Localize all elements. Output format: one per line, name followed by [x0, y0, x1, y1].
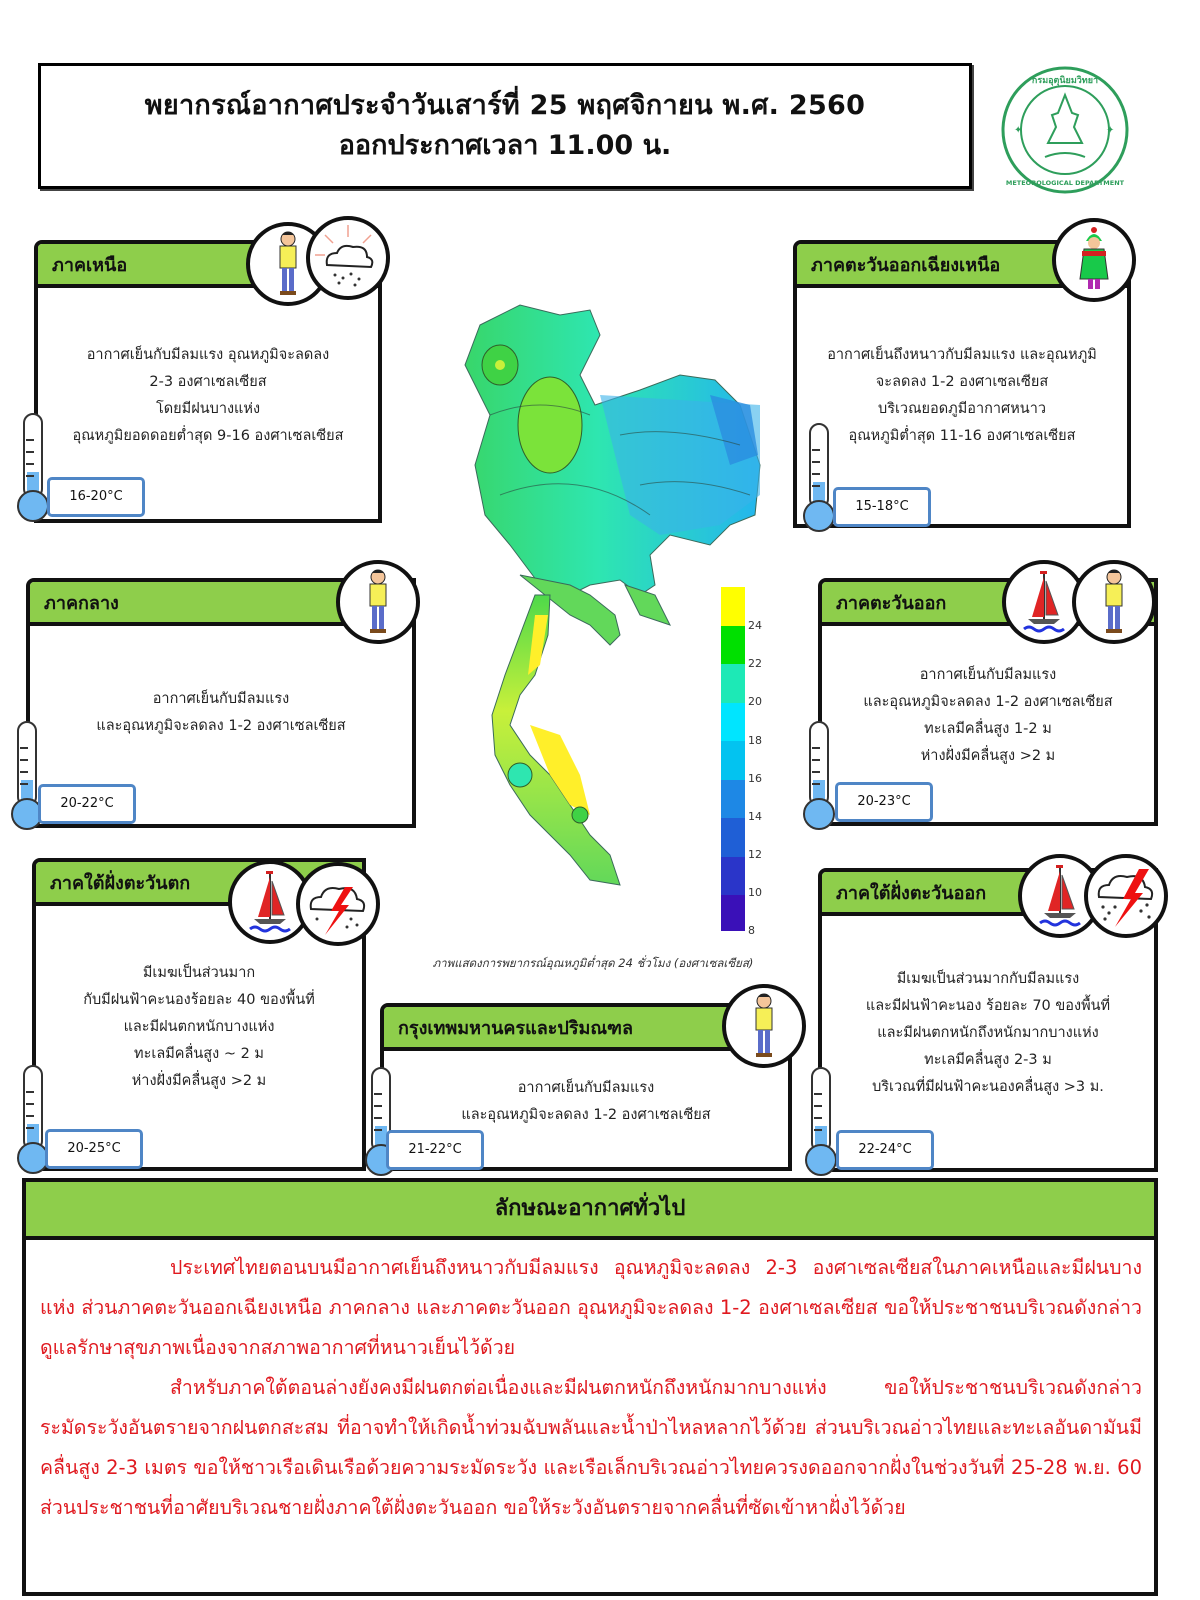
legend-swatch [721, 741, 745, 780]
general-weather-body [26, 1240, 1154, 1528]
legend-swatch [721, 626, 745, 665]
forecast-line: บริเวณยอดภูมีอากาศหนาว [877, 401, 1046, 417]
forecast-line: บริเวณที่มีฝนฟ้าคะนองคลื่นสูง >3 ม. [872, 1079, 1104, 1095]
region-east-title: ภาคตะวันออก [822, 582, 1154, 626]
svg-text:กรมอุตุนิยมวิทยา: กรมอุตุนิยมวิทยา [1031, 76, 1099, 86]
sun-cloud-rain-icon [306, 216, 390, 300]
issue-time: ออกประกาศเวลา 11.00 น. [338, 130, 672, 161]
forecast-line: อากาศเย็นกับมีลมแรง [152, 691, 290, 707]
forecast-line: และมีฝนฟ้าคะนอง ร้อยละ 70 ของพื้นที่ [865, 998, 1111, 1014]
region-central-forecast [30, 686, 412, 740]
region-south-west-temp: 20-25°C [45, 1129, 143, 1169]
forecast-line: ห่างฝั่งมีคลื่นสูง >2 ม [920, 748, 1056, 764]
cold-person-icon [722, 984, 806, 1068]
region-south-east-temp: 22-24°C [836, 1130, 934, 1170]
legend-swatch [721, 664, 745, 703]
forecast-line: กับมีฝนฟ้าคะนองร้อยละ 40 ของพื้นที่ [83, 992, 315, 1008]
region-bangkok-temp: 21-22°C [386, 1130, 484, 1170]
forecast-line: อากาศเย็นกับมีลมแรง [517, 1080, 655, 1096]
forecast-line: 2-3 องศาเซลเซียส [149, 374, 267, 390]
legend-label: 14 [748, 810, 762, 823]
legend-label: 18 [748, 734, 762, 747]
map-caption: ภาพแสดงการพยากรณ์อุณหภูมิต่ำสุด 24 ชั่วโมง (องศาเซลเซียส) [432, 956, 754, 970]
region-north-temp: 16-20°C [47, 477, 145, 517]
region-bangkok-forecast [384, 1075, 788, 1129]
forecast-line: และมีฝนตกหนักถึงหนักมากบางแห่ง [877, 1025, 1099, 1041]
legend-swatch [721, 857, 745, 896]
legend-swatch [721, 703, 745, 742]
forecast-line: ทะเลมีคลื่นสูง 1-2 ม [924, 721, 1052, 737]
general-weather-title: ลักษณะอากาศทั่วไป [26, 1182, 1154, 1240]
legend-label: 20 [748, 695, 762, 708]
cold-person-icon [1072, 560, 1156, 644]
cold-person-icon [336, 560, 420, 644]
general-paragraph: ประเทศไทยตอนบนมีอากาศเย็นถึงหนาวกับมีลมแรง อุณหภูมิจะลดลง 2-3 องศาเซลเซียสในภาคเหนือและมีฝนบางแห่ง ส่วนภาคตะวันออกเฉียงเหนือ ภาคกลาง และภาคตะวันออก อุณหภูมิจะลดลง 1-2 องศาเซลเซียส ขอให้ประชาชนบริเวณดังกล่าวดูแลรักษาสุขภาพเนื่องจากสภาพอากาศที่หนาวเย็นไว้ด้วย [40, 1256, 1142, 1359]
region-south-east-title: ภาคใต้ฝั่งตะวันออก [822, 872, 1154, 916]
legend-label: 8 [748, 924, 755, 937]
region-bangkok-title: กรุงเทพมหานครและปริมณฑล [384, 1007, 788, 1051]
region-northeast-temp: 15-18°C [833, 487, 931, 527]
forecast-title: พยากรณ์อากาศประจำวันเสาร์ที่ 25 พฤศจิกายน พ.ศ. 2560 [144, 90, 866, 121]
legend-swatch [721, 587, 745, 626]
region-south-west-title: ภาคใต้ฝั่งตะวันตก [36, 862, 362, 906]
region-northeast-forecast [797, 342, 1127, 450]
forecast-line: อุณหภูมิยอดดอยต่ำสุด 9-16 องศาเซลเซียส [72, 428, 344, 444]
legend-swatch [721, 818, 745, 857]
thermometer-icon [802, 1066, 840, 1178]
legend-swatch [721, 780, 745, 819]
svg-text:METEOROLOGICAL DEPARTMENT: METEOROLOGICAL DEPARTMENT [1005, 179, 1125, 187]
region-east-forecast [822, 662, 1154, 770]
thunderstorm-icon [296, 862, 380, 946]
forecast-line: อากาศเย็นถึงหนาวกับมีลมแรง และอุณหภูมิ [827, 347, 1097, 363]
forecast-line: และอุณหภูมิจะลดลง 1-2 องศาเซลเซียส [96, 718, 346, 734]
region-northeast-title: ภาคตะวันออกเฉียงเหนือ [797, 244, 1127, 288]
legend-swatch [721, 895, 745, 931]
temperature-legend [721, 587, 745, 931]
forecast-line: มีเมฆเป็นส่วนมาก [142, 965, 256, 981]
forecast-line: ทะเลมีคลื่นสูง 2-3 ม [924, 1052, 1052, 1068]
legend-label: 16 [748, 772, 762, 785]
legend-label: 22 [748, 657, 762, 670]
thermometer-icon [800, 720, 838, 832]
legend-label: 10 [748, 886, 762, 899]
forecast-line: และมีฝนตกหนักบางแห่ง [123, 1019, 275, 1035]
forecast-line: ห่างฝั่งมีคลื่นสูง >2 ม [131, 1073, 267, 1089]
legend-label: 12 [748, 848, 762, 861]
general-weather-section [22, 1178, 1158, 1596]
meteorological-department-logo-icon [1000, 65, 1130, 195]
region-east-temp: 20-23°C [835, 782, 933, 822]
forecast-line: มีเมฆเป็นส่วนมากกับมีลมแรง [896, 971, 1080, 987]
forecast-line: และอุณหภูมิจะลดลง 1-2 องศาเซลเซียส [461, 1107, 711, 1123]
region-north-forecast [38, 342, 378, 450]
forecast-line: ทะเลมีคลื่นสูง ~ 2 ม [134, 1046, 264, 1062]
winter-coat-person-icon [1052, 218, 1136, 302]
forecast-title-box [38, 63, 972, 189]
thunderstorm-heavy-icon [1084, 854, 1168, 938]
legend-label: 24 [748, 619, 762, 632]
svg-text:✦: ✦ [1106, 125, 1115, 136]
forecast-line: และอุณหภูมิจะลดลง 1-2 องศาเซลเซียส [863, 694, 1113, 710]
region-north-title: ภาคเหนือ [38, 244, 378, 288]
forecast-line: โดยมีฝนบางแห่ง [155, 401, 261, 417]
region-central-temp: 20-22°C [38, 784, 136, 824]
general-paragraph: สำหรับภาคใต้ตอนล่างยังคงมีฝนตกต่อเนื่องและมีฝนตกหนักถึงหนักมากบางแห่ง ขอให้ประชาชนบริเวณดังกล่าวระมัดระวังอันตรายจากฝนตกสะสม ที่อาจทำให้เกิดน้ำท่วมฉับพลันและน้ำป่าไหลหลากไว้ด้วย ส่วนบริเวณอ่าวไทยและทะเลอันดามันมีคลื่นสูง 2-3 เมตร ขอให้ชาวเรือเดินเรือด้วยความระมัดระวัง และเรือเล็กบริเวณอ่าวไทยควรงดออกจากฝั่งในช่วงวันที่ 25-28 พ.ย. 60 ส่วนประชาชนที่อาศัยบริเวณชายฝั่งภาคใต้ฝั่งตะวันออก ขอให้ระวังอันตรายจากคลื่นที่ซัดเข้าหาฝั่งไว้ด้วย [40, 1376, 1142, 1519]
forecast-line: อุณหภูมิต่ำสุด 11-16 องศาเซลเซียส [848, 428, 1076, 444]
forecast-line: อากาศเย็นกับมีลมแรง [919, 667, 1057, 683]
region-south-west-forecast [36, 960, 362, 1095]
region-south-east-forecast [822, 966, 1154, 1101]
region-central-title: ภาคกลาง [30, 582, 412, 626]
forecast-line: จะลดลง 1-2 องศาเซลเซียส [875, 374, 1049, 390]
svg-text:✦: ✦ [1014, 125, 1023, 136]
forecast-line: อากาศเย็นกับมีลมแรง อุณหภูมิจะลดลง [86, 347, 330, 363]
